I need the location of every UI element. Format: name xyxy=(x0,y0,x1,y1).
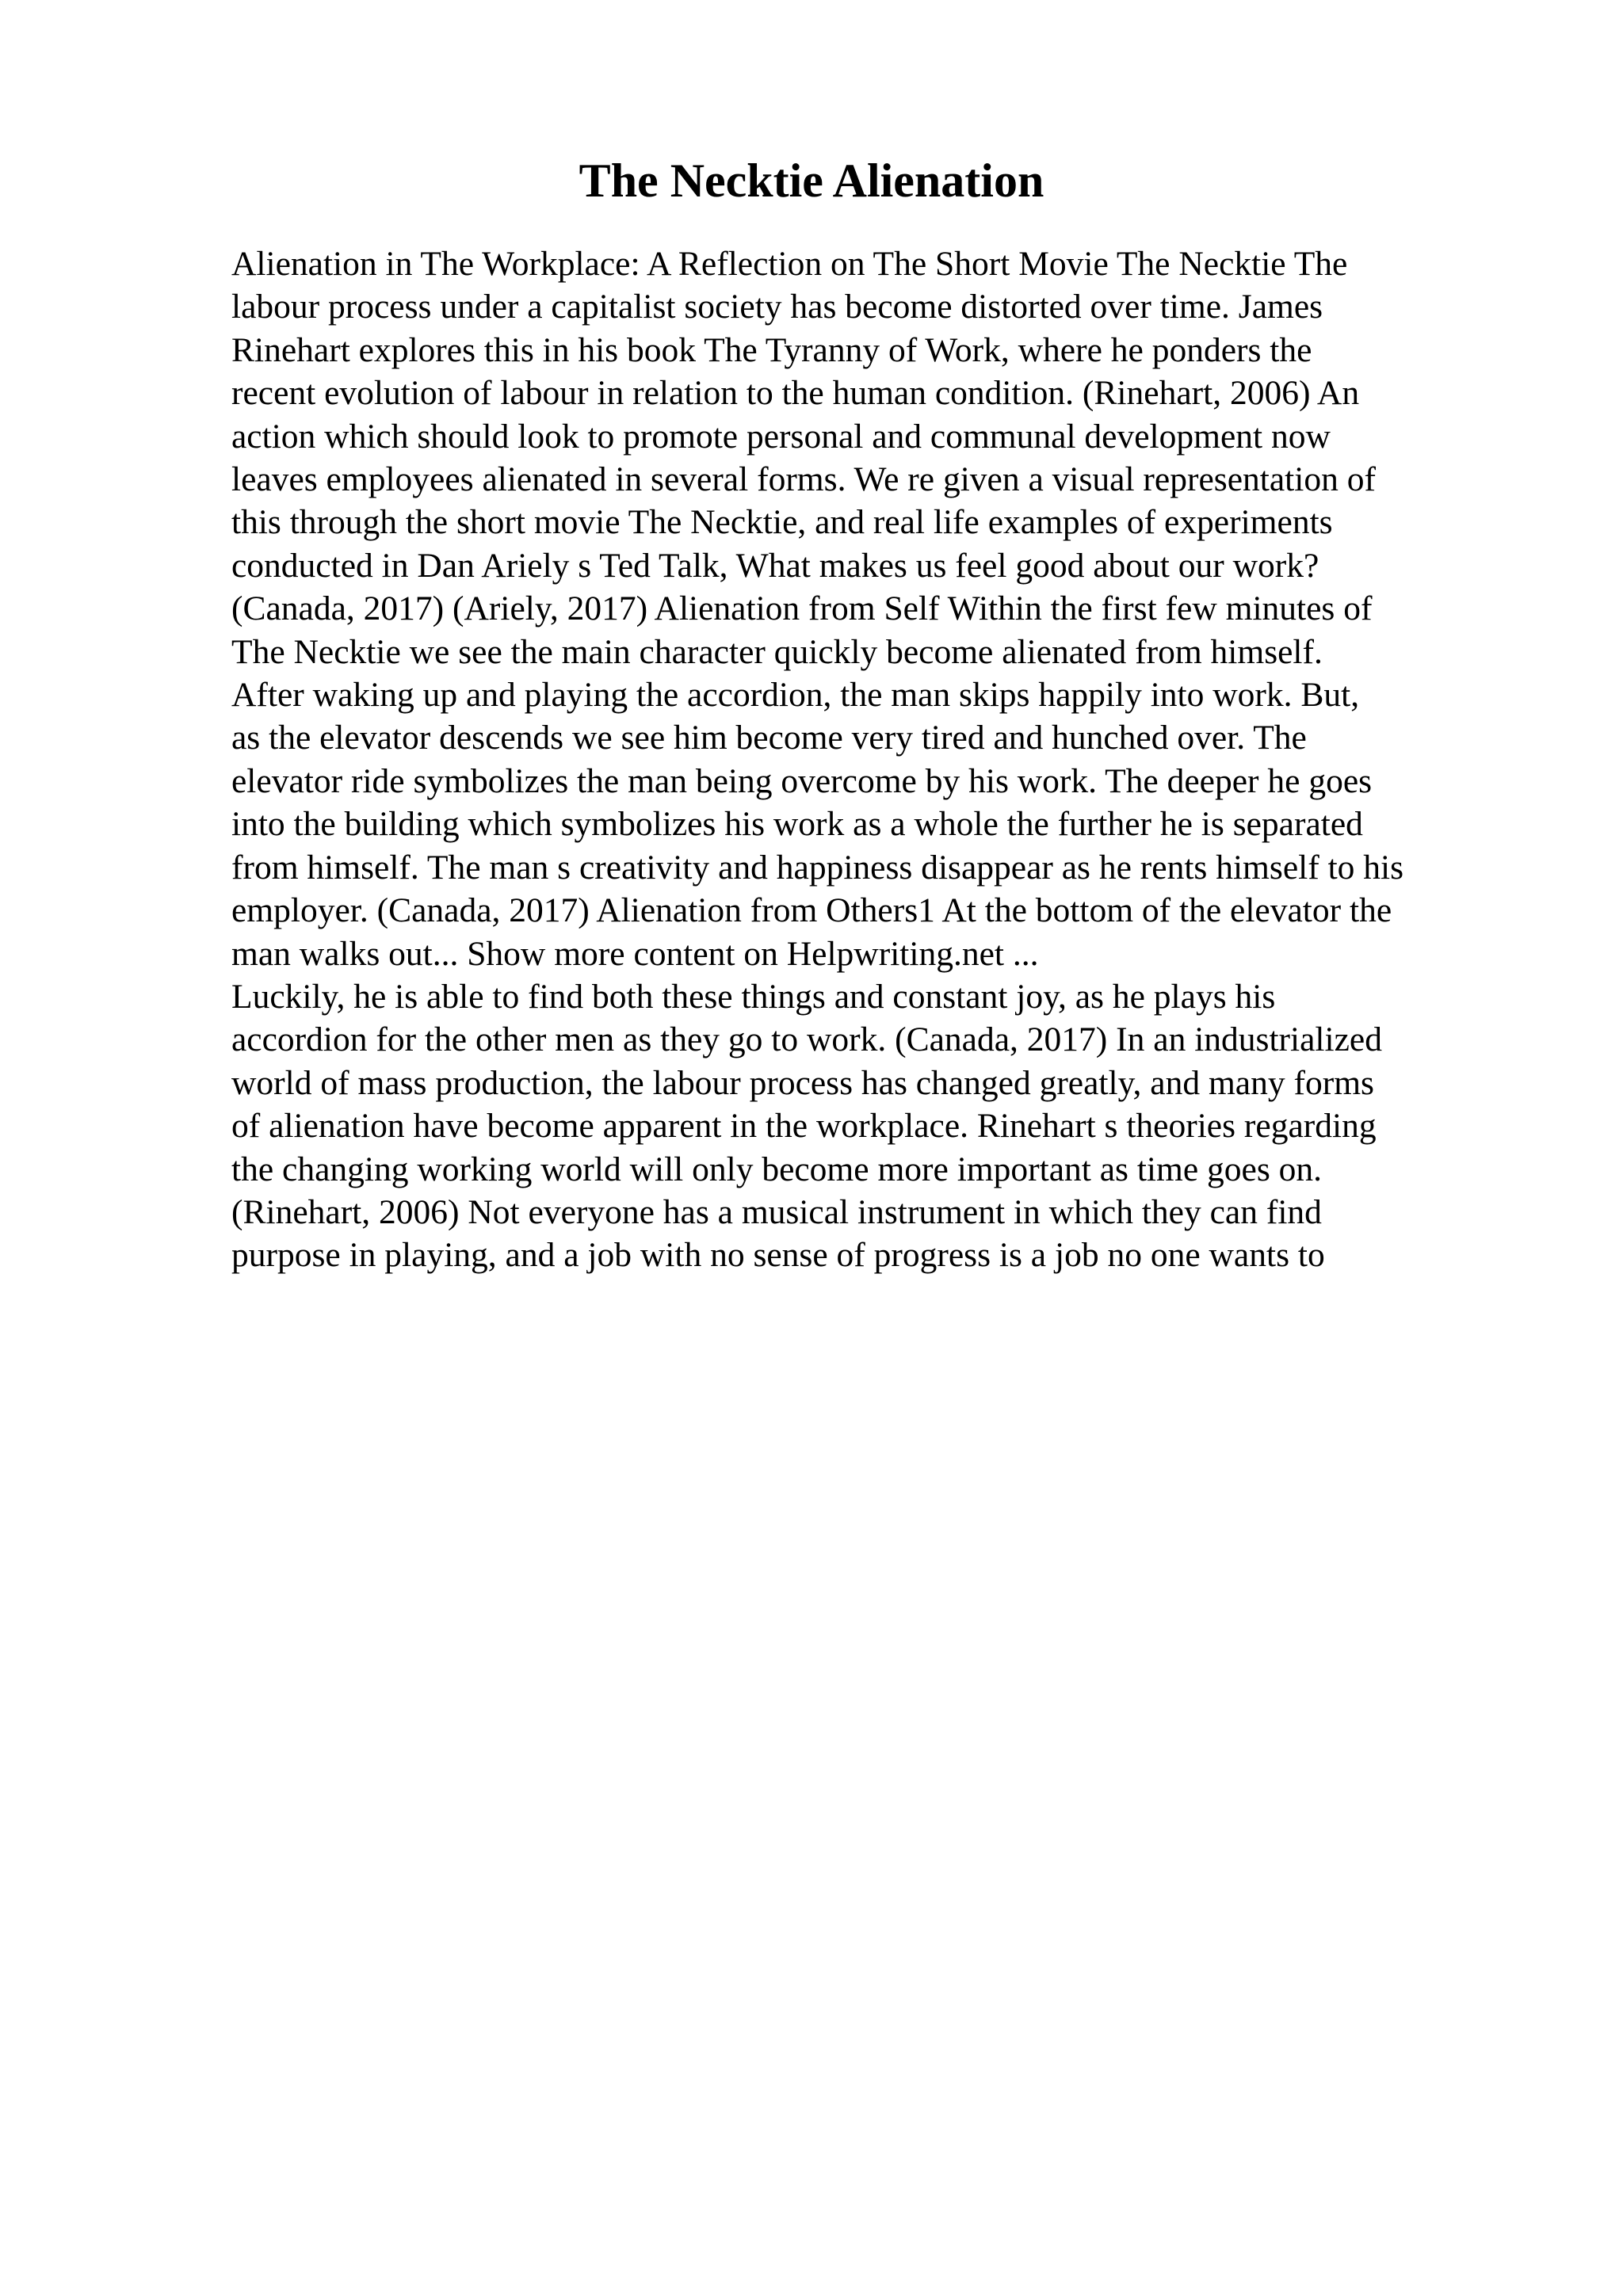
body-line: Rinehart explores this in his book The Tyranny of Work, where he ponders the xyxy=(231,330,1312,369)
body-line: as the elevator descends we see him become very tired and hunched over. The xyxy=(231,719,1307,757)
body-line: employer. (Canada, 2017) Alienation from Others1 At the bottom of the elevator the xyxy=(231,891,1392,930)
body-line: After waking up and playing the accordion, the man skips happily into work. But, xyxy=(231,676,1360,715)
body-line: man walks out... Show more content on Helpwriting.net ... xyxy=(231,934,1039,973)
body-line: action which should look to promote personal and communal development now xyxy=(231,417,1331,456)
body-line: labour process under a capitalist society has become distorted over time. James xyxy=(231,288,1323,326)
body-line: conducted in Dan Ariely s Ted Talk, What makes us feel good about our work? xyxy=(231,546,1319,585)
body-line: the changing working world will only become more important as time goes on. xyxy=(231,1150,1323,1188)
body-line: leaves employees alienated in several forms. We re given a visual representation of xyxy=(231,460,1376,499)
body-line: world of mass production, the labour process has changed greatly, and many forms xyxy=(231,1063,1374,1102)
body-line: Luckily, he is able to find both these things and constant joy, as he plays his xyxy=(231,977,1276,1016)
body-line: accordion for the other men as they go to work. (Canada, 2017) In an industrialized xyxy=(231,1020,1382,1059)
body-line: The Necktie we see the main character quickly become alienated from himself. xyxy=(231,632,1323,671)
document-title: The Necktie Alienation xyxy=(579,154,1044,207)
body-line: Alienation in The Workplace: A Reflection on The Short Movie The Necktie The xyxy=(231,245,1348,283)
body-line: (Canada, 2017) (Ariely, 2017) Alienation from Self Within the first few minutes of xyxy=(231,589,1373,628)
body-line: (Rinehart, 2006) Not everyone has a musical instrument in which they can find xyxy=(231,1192,1322,1231)
document-body xyxy=(231,242,1499,1277)
body-line: recent evolution of labour in relation to the human condition. (Rinehart, 2006) An xyxy=(231,374,1360,413)
body-line: purpose in playing, and a job with no sense of progress is a job no one wants to xyxy=(231,1236,1325,1275)
body-line: into the building which symbolizes his work as a whole the further he is separated xyxy=(231,805,1363,844)
body-line: of alienation have become apparent in the workplace. Rinehart s theories regarding xyxy=(231,1107,1377,1146)
body-line: elevator ride symbolizes the man being overcome by his work. The deeper he goes xyxy=(231,761,1373,800)
body-line: from himself. The man s creativity and happiness disappear as he rents himself to his xyxy=(231,848,1404,887)
body-line: this through the short movie The Necktie, and real life examples of experiments xyxy=(231,503,1333,542)
